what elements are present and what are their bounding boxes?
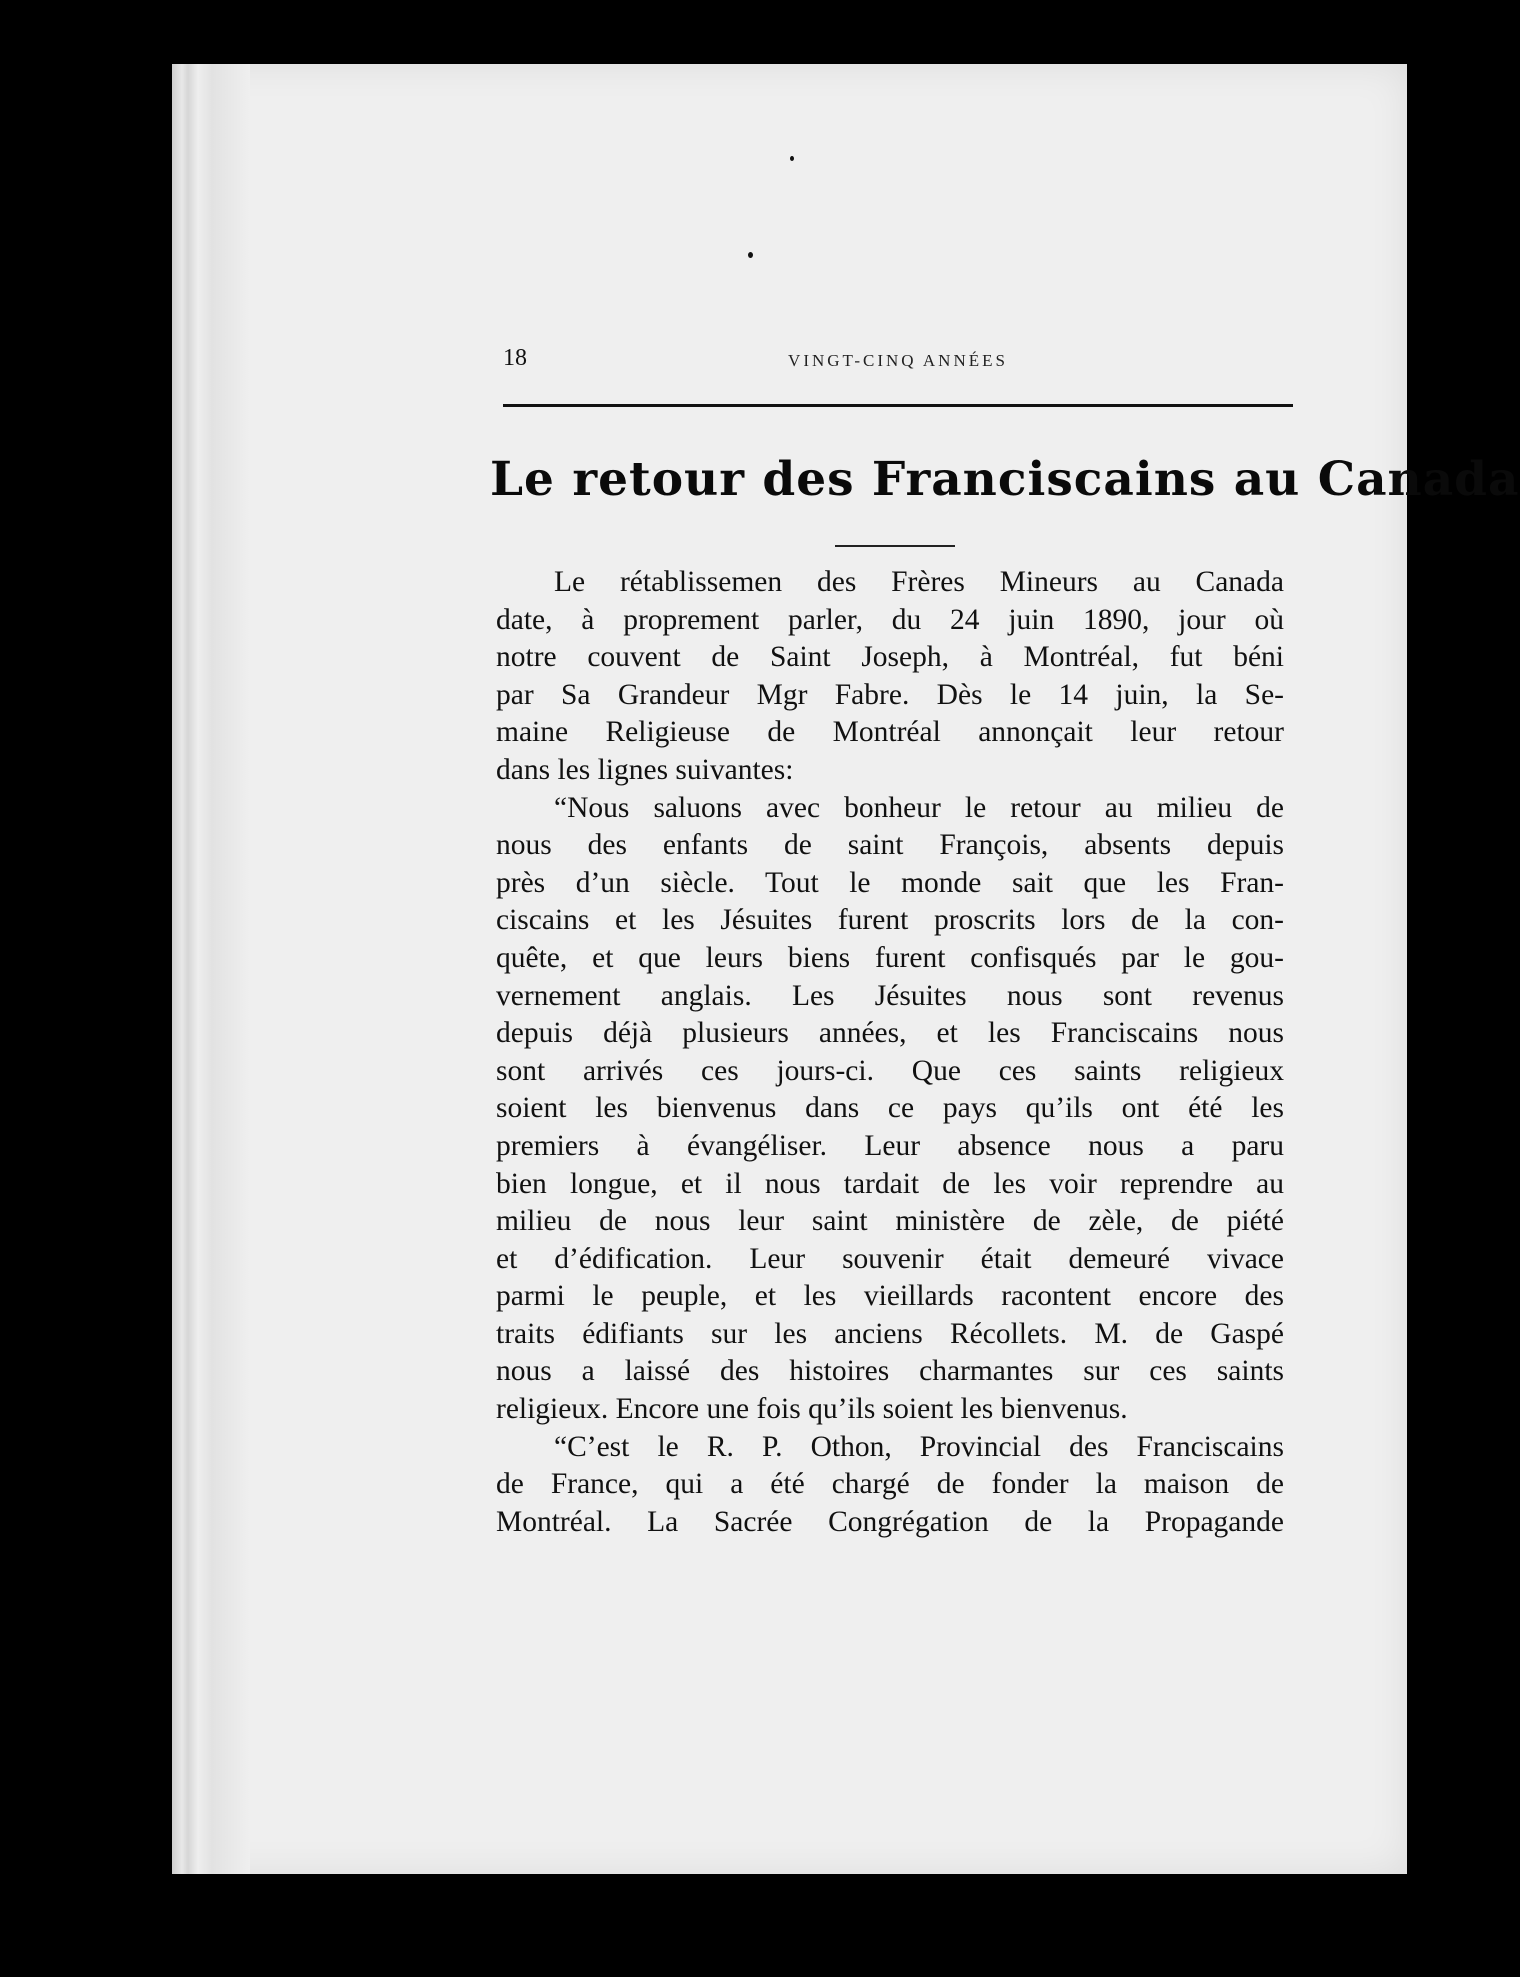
text-line: Montréal. La Sacrée Congrégation de la Propagande (496, 1505, 1284, 1538)
title-rule (835, 545, 955, 547)
text-line: soient les bienvenus dans ce pays qu’ils ont été les (496, 1092, 1284, 1125)
text-line: traits édifiants sur les anciens Récollets. M. de Gaspé (496, 1317, 1284, 1350)
page-edge (172, 64, 250, 1874)
text-line: depuis déjà plusieurs années, et les Franciscains nous (496, 1017, 1284, 1050)
page-header (503, 345, 1293, 395)
chapter-title: Le retour des Franciscains au Canada (490, 452, 1520, 507)
scan-speck (748, 252, 753, 258)
text-line: près d’un siècle. Tout le monde sait que les Fran- (496, 866, 1284, 899)
text-line: dans les lignes suivantes: (496, 753, 794, 786)
scan-speck (790, 156, 794, 161)
text-line: Le rétablissemen des Frères Mineurs au Canada (554, 566, 1284, 598)
text-line: bien longue, et il nous tardait de les voir reprendre au (496, 1167, 1284, 1200)
text-line: maine Religieuse de Montréal annonçait leur retour (496, 716, 1284, 749)
text-line: date, à proprement parler, du 24 juin 1890, jour où (496, 603, 1284, 636)
text-line: premiers à évangéliser. Leur absence nous a paru (496, 1129, 1284, 1162)
page-number: 18 (503, 345, 527, 371)
text-line: de France, qui a été chargé de fonder la maison de (496, 1468, 1284, 1501)
text-line: nous a laissé des histoires charmantes sur ces saints (496, 1355, 1284, 1388)
text-line: parmi le peuple, et les vieillards racontent encore des (496, 1280, 1284, 1313)
text-line: notre couvent de Saint Joseph, à Montréal, fut béni (496, 641, 1284, 674)
text-line: sont arrivés ces jours-ci. Que ces saints religieux (496, 1054, 1284, 1087)
text-line: milieu de nous leur saint ministère de zèle, de piété (496, 1205, 1284, 1238)
text-line: nous des enfants de saint François, absents depuis (496, 829, 1284, 862)
text-line: religieux. Encore une fois qu’ils soient les bienvenus. (496, 1393, 1128, 1426)
text-line: et d’édification. Leur souvenir était demeuré vivace (496, 1242, 1284, 1275)
header-rule (503, 404, 1293, 407)
text-line: “Nous saluons avec bonheur le retour au milieu de (554, 791, 1284, 824)
text-line: ciscains et les Jésuites furent proscrits lors de la con- (496, 904, 1284, 937)
running-head: VINGT-CINQ ANNÉES (788, 351, 1008, 370)
body-text (496, 564, 1284, 1541)
text-line: quête, et que leurs biens furent confisqués par le gou- (496, 941, 1284, 974)
text-line: “C’est le R. P. Othon, Provincial des Franciscains (554, 1430, 1284, 1463)
text-line: vernement anglais. Les Jésuites nous sont revenus (496, 979, 1284, 1012)
text-line: par Sa Grandeur Mgr Fabre. Dès le 14 juin, la Se- (496, 678, 1284, 711)
